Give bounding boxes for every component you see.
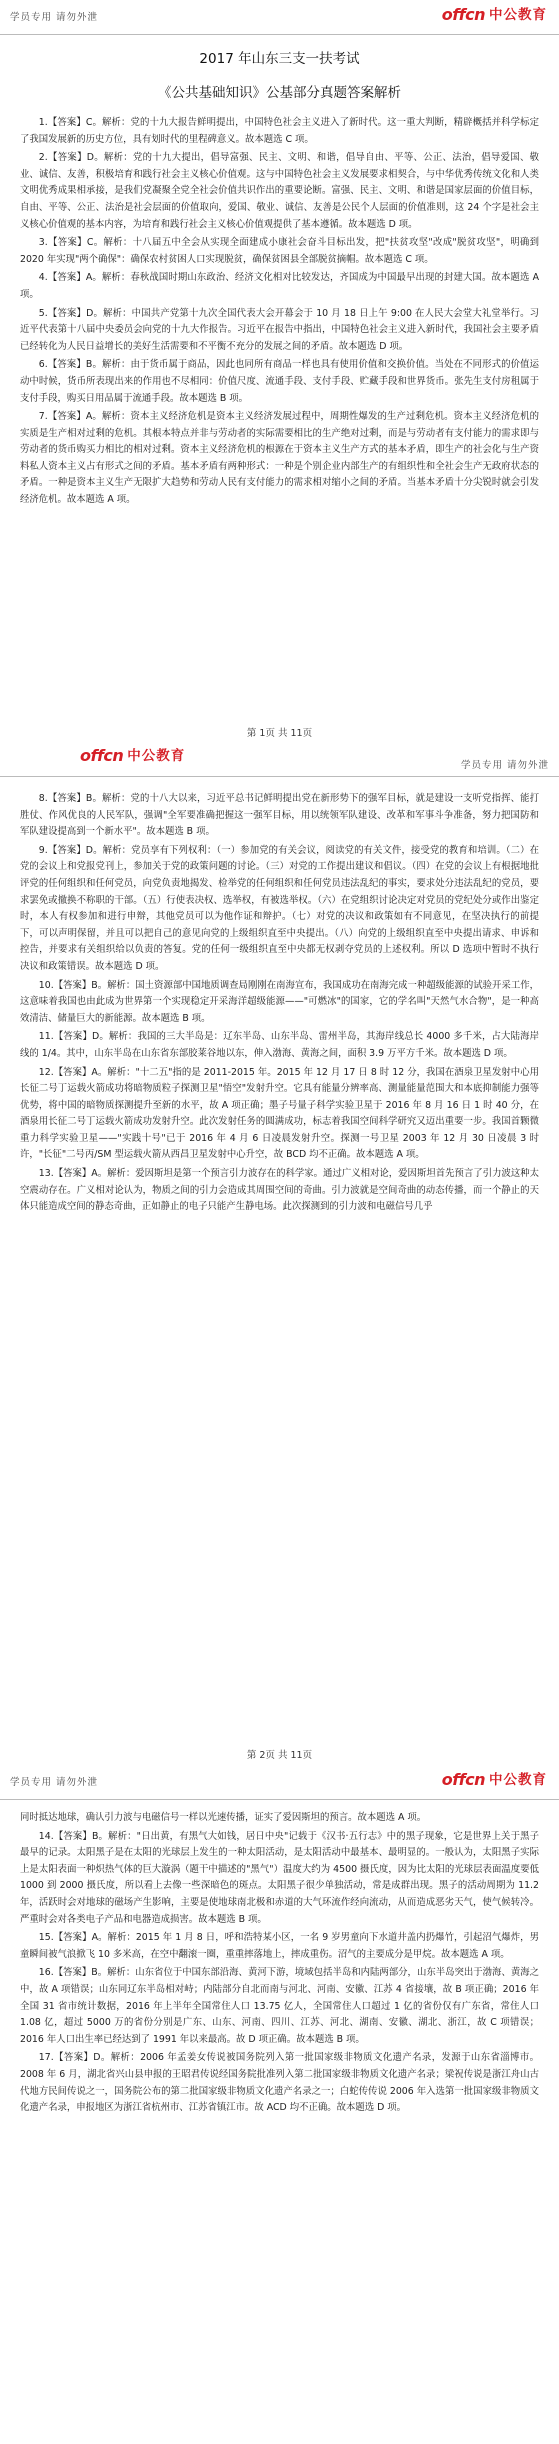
page-content — [0, 1800, 559, 2117]
page-content — [0, 777, 559, 1216]
answer-paragraph: 9.【答案】D。解析：党员享有下列权利：（一）参加党的有关会议，阅读党的有关文件，接受党的教育和培训。（二）在党的会议上和党报党刊上，参加关于党的政策问题的讨论。（三）对党的工作提出建议和倡议。（四）在党的会议上有根据地批评党的任何组织和任何党员，向党负责地揭发、检举党的任何组织和任何党员违法乱纪的事实，要求处分违法乱纪的党员，要求罢免或撤换不称职的干部。（五）行使表决权、选举权，有被选举权。（六）在党组织讨论决定对党员的党纪处分或作出鉴定时，本人有权参加和进行申辩，其他党员可以为他作证和辩护。（七）对党的决议和政策如有不同意见，在坚决执行的前提下，可以声明保留，并且可以把自己的意见向党的上级组织直至中央提出。（八）向党的上级组织直至中央提出请求、申诉和控告，并要求有关组织给以负责的答复。党的任何一级组织直至中央都无权剥夺党员的上述权利。所以 D 选项中暂时不执行决议和政策错误。故本题选 D 项。 — [20, 844, 539, 972]
offcn-logo — [442, 7, 547, 24]
answer-paragraph: 17.【答案】D。解析：2006 年孟姜女传说被国务院列入第一批国家级非物质文化遗产名录，发源于山东省淄博市。2008 年 6 月，湖北省兴山县申报的王昭君传说经国务院批准列入第二批国家级非物质文化遗产名录；梁祝传说是浙江舟山古代地方民间传说之一，国务院公布的第二批国家级非物质文化遗产名录之一；白蛇传传说 2006 年入选第一批国家级非物质文化遗产名录，申报地区为浙江省杭州市、江苏省镇江市。故 ACD 均不正确。故本题选 D 项。 — [20, 2052, 539, 2114]
logo-mark: offcn — [441, 1770, 485, 1789]
logo-name: 中公教育 — [489, 1772, 547, 1788]
page-header — [0, 0, 559, 35]
document-page-2 — [0, 742, 559, 1765]
logo-name: 中公教育 — [127, 748, 186, 764]
answer-paragraph: 14.【答案】B。解析："日出黄，有黑气大如钱，居日中央"记载于《汉书·五行志》中的黑子现象，它是世界上关于黑子最早的记录。太阳黑子是在太阳的光球层上发生的一种太阳活动，是太阳活动中最基本、最明显的。一般认为，太阳黑子实际上是太阳表面一种炽热气体的巨大漩涡（题干中描述的"黑气"）温度大约为 4500 摄氏度，因为比太阳的光球层表面温度要低 1000 到 2000 摄氏度，所以看上去像一些深暗色的斑点。太阳黑子很少单独活动，常是成群出现。黑子的活动周期为 11.2 年，活跃时会对地球的磁场产生影响，主要是使地球南北极和赤道的大气环流作经向流动，从而造成恶劣天气，使气候转冷。严重时会对各类电子产品和电器造成损害。故本题选 B 项。 — [20, 1830, 539, 1925]
document-page-3 — [0, 1765, 559, 2444]
document-subtitle: 《公共基础知识》公基部分真题答案解析 — [158, 85, 401, 101]
answer-paragraph: 13.【答案】A。解析：爱因斯坦是第一个预言引力波存在的科学家。通过广义相对论，爱因斯坦首先预言了引力波这种太空震动存在。广义相对论认为，物质之间的引力会造成其周围空间的奇曲。引力波就是空间奇曲的动态传播，而一个静止的天体只能造成空间的静态奇曲，正如静止的电子只能产生静电场。此次探测到的引力波和电磁信号几乎 — [20, 1168, 539, 1213]
answer-paragraph: 3.【答案】C。解析：十八届五中全会从实现全面建成小康社会奋斗目标出发，把"扶贫攻坚"改成"脱贫攻坚"，明确到 2020 年实现"两个确保"：确保农村贫困人口实现脱贫，确保贫困县全部脱贫摘帽。故本题选 C 项。 — [20, 237, 539, 265]
document-title: 2017 年山东三支一扶考试 — [199, 51, 360, 67]
answer-paragraph: 7.【答案】A。解析：资本主义经济危机是资本主义经济发展过程中，周期性爆发的生产过剩危机。资本主义经济危机的实质是生产相对过剩的危机。其根本特点并非与劳动者的实际需要相比的生产绝对过剩，而是与劳动者有支付能力的需求即与劳动者的货币购买力相比的相对过剩。资本主义经济危机的根源在于资本主义生产方式的基本矛盾，即生产的社会化与生产资料私人资本主义占有形式之间的矛盾。基本矛盾有两种形式：一种是个别企业内部生产的有组织性和全社会生产无政府状态的矛盾。一种是资本主义生产无限扩大趋势和劳动人民有支付能力的需求相对缩小之间的矛盾。当基本矛盾十分尖锐时就会引发经济危机。故本题选 A 项。 — [20, 411, 539, 506]
document-page-1 — [0, 0, 559, 742]
answer-paragraph-continued: 同时抵达地球，确认引力波与电磁信号一样以光速传播，证实了爱因斯坦的预言。故本题选 A 项。 — [20, 1812, 427, 1823]
header-motto: 学员专用 请勿外泄 — [10, 1777, 99, 1788]
answer-paragraph: 12.【答案】A。解析："十二五"指的是 2011-2015 年。2015 年 12 月 17 日 8 时 12 分，我国在酒泉卫星发射中心用长征二号丁运载火箭成功将暗物质粒子探测卫星"悟空"发射升空。它具有能量分辨率高、测量能量范围大和本底抑制能力强等优势，将中国的暗物质探测提升至新的水平，故 A 项正确；墨子号量子科学实验卫星于 2016 年 8 月 16 日 1 时 40 分，在酒泉用长征二号丁运载火箭成功发射升空。此次发射任务的圆满成功，标志着我国空间科学研究又迈出重要一步。我国首颗微重力科学实验卫星——"实践十号"已于 2016 年 4 月 6 日凌晨发射升空。探测一号卫星 2003 年 12 月 30 日凌晨 3 时许，"长征"二号丙/SM 型运载火箭从西昌卫星发射中心升空，故 BCD 均不正确。故本题选 A 项。 — [20, 1066, 539, 1161]
header-motto: 学员专用 请勿外泄 — [460, 760, 549, 771]
answer-paragraph: 6.【答案】B。解析：由于货币属于商品，因此也同所有商品一样也具有使用价值和交换价值。当处在不同形式的价值运动中时候，货币所表现出来的作用也不尽相同：价值尺度、流通手段、支付手段、贮藏手段和世界货币。张先生支付房租属于支付手段，购买日用品属于流通手段。故本题选 B 项。 — [20, 359, 539, 404]
offcn-logo — [442, 1772, 547, 1789]
header-motto: 学员专用 请勿外泄 — [10, 12, 99, 23]
answer-paragraph: 15.【答案】A。解析：2015 年 1 月 8 日，呼和浩特某小区，一名 9 岁男童向下水道井盖内扔爆竹，引起沼气爆炸，男童瞬间被气浪掀飞 10 多米高，在空中翻滚一圈，重重摔落地上，摔成重伤。沼气的主要成分是甲烷。故本题选 A 项。 — [20, 1932, 539, 1960]
page-header — [0, 742, 559, 777]
logo-name: 中公教育 — [489, 7, 547, 23]
answer-paragraph: 2.【答案】D。解析：党的十九大提出，倡导富强、民主、文明、和谐，倡导自由、平等、公正、法治，倡导爱国、敬业、诚信、友善，积极培育和践行社会主义核心价值观。这与中国特色社会主义发展要求相契合，与中华优秀传统文化和人类文明优秀成果相承接，是我们党凝聚全党全社会价值共识作出的重要论断。富强、民主、文明、和谐是国家层面的价值目标，自由、平等、公正、法治是社会层面的价值取向，爱国、敬业、诚信、友善是公民个人层面的价值准则，这 24 个字是社会主义核心价值观的基本内容，为培育和践行社会主义核心价值观提供了基本遵循。故本题选 D 项。 — [20, 152, 539, 230]
answer-paragraph: 4.【答案】A。解析：春秋战国时期山东政治、经济文化相对比较发达，齐国成为中国最早出现的封建大国。故本题选 A 项。 — [20, 272, 539, 300]
answer-paragraph: 16.【答案】B。解析：山东省位于中国东部沿海、黄河下游，境域包括半岛和内陆两部分，山东半岛突出于渤海、黄海之中，故 A 项错误；山东同辽东半岛相对峙；内陆部分自北而南与河北、河南、安徽、江苏 4 省接壤，故 B 项正确；2016 年全国 31 省市统计数据，2016 年上半年全国常住人口 13.75 亿人，全国常住人口超过 1 亿的省份仅有广东省，常住人口 1.08 亿，超过 5000 万的省份分别是广东、山东、河南、四川、江苏、河北、湖南、安徽、湖北、浙江，故 C 项错误；2016 年人口出生率已经达到了 1991 年以来最高。故 D 项正确。故本题选 B 项。 — [20, 1967, 539, 2045]
logo-mark: offcn — [441, 5, 485, 24]
offcn-logo — [80, 748, 185, 765]
answer-paragraph: 5.【答案】D。解析：中国共产党第十九次全国代表大会开幕会于 10 月 18 日上午 9:00 在人民大会堂大礼堂举行。习近平代表第十八届中央委员会向党的十九大作报告。习近平在报告中指出，中国特色社会主义进入新时代，我国社会主要矛盾已经转化为人民日益增长的美好生活需要和不平衡不充分的发展之间的矛盾。故本题选 D 项。 — [20, 307, 539, 352]
page-number: 第 2页 共 11页 — [246, 1750, 313, 1761]
page-number: 第 1页 共 11页 — [246, 728, 313, 739]
answer-paragraph: 8.【答案】B。解析：党的十八大以来，习近平总书记鲜明提出党在新形势下的强军目标，就是建设一支听党指挥、能打胜仗、作风优良的人民军队，强调"全军要准确把握这一强军目标，用以统领军队建设、改革和军事斗争准备，努力把国防和军队建设提高到一个新水平"。故本题选 B 项。 — [20, 793, 539, 838]
answer-paragraph: 10.【答案】B。解析：国土资源部中国地质调查局刚刚在南海宣布，我国成功在南海完成一种超级能源的试验开采工作，这意味着我国也由此成为世界第一个实现稳定开采海洋超级能源——"可燃冰"的国家，它的学名叫"天然气水合物"，是一种高效清洁、储量巨大的新能源。故本题选 B 项。 — [20, 979, 539, 1024]
logo-mark: offcn — [80, 746, 124, 765]
page-content — [0, 49, 559, 509]
answer-paragraph: 11.【答案】D。解析：我国的三大半岛是：辽东半岛、山东半岛、雷州半岛，其海岸线总长 4000 多千米，占大陆海岸线的 1/4。其中，山东半岛在山东省东部胶莱谷地以东，伸入渤海、黄海之间，面积 3.9 万平方千米。故本题选 D 项。 — [20, 1031, 539, 1059]
page-header — [0, 1765, 559, 1800]
answer-paragraph: 1.【答案】C。解析：党的十九大报告鲜明提出，中国特色社会主义进入了新时代。这一重大判断，精辟概括并科学标定了我国发展新的历史方位，具有划时代的里程碑意义。故本题选 C 项。 — [20, 117, 539, 145]
